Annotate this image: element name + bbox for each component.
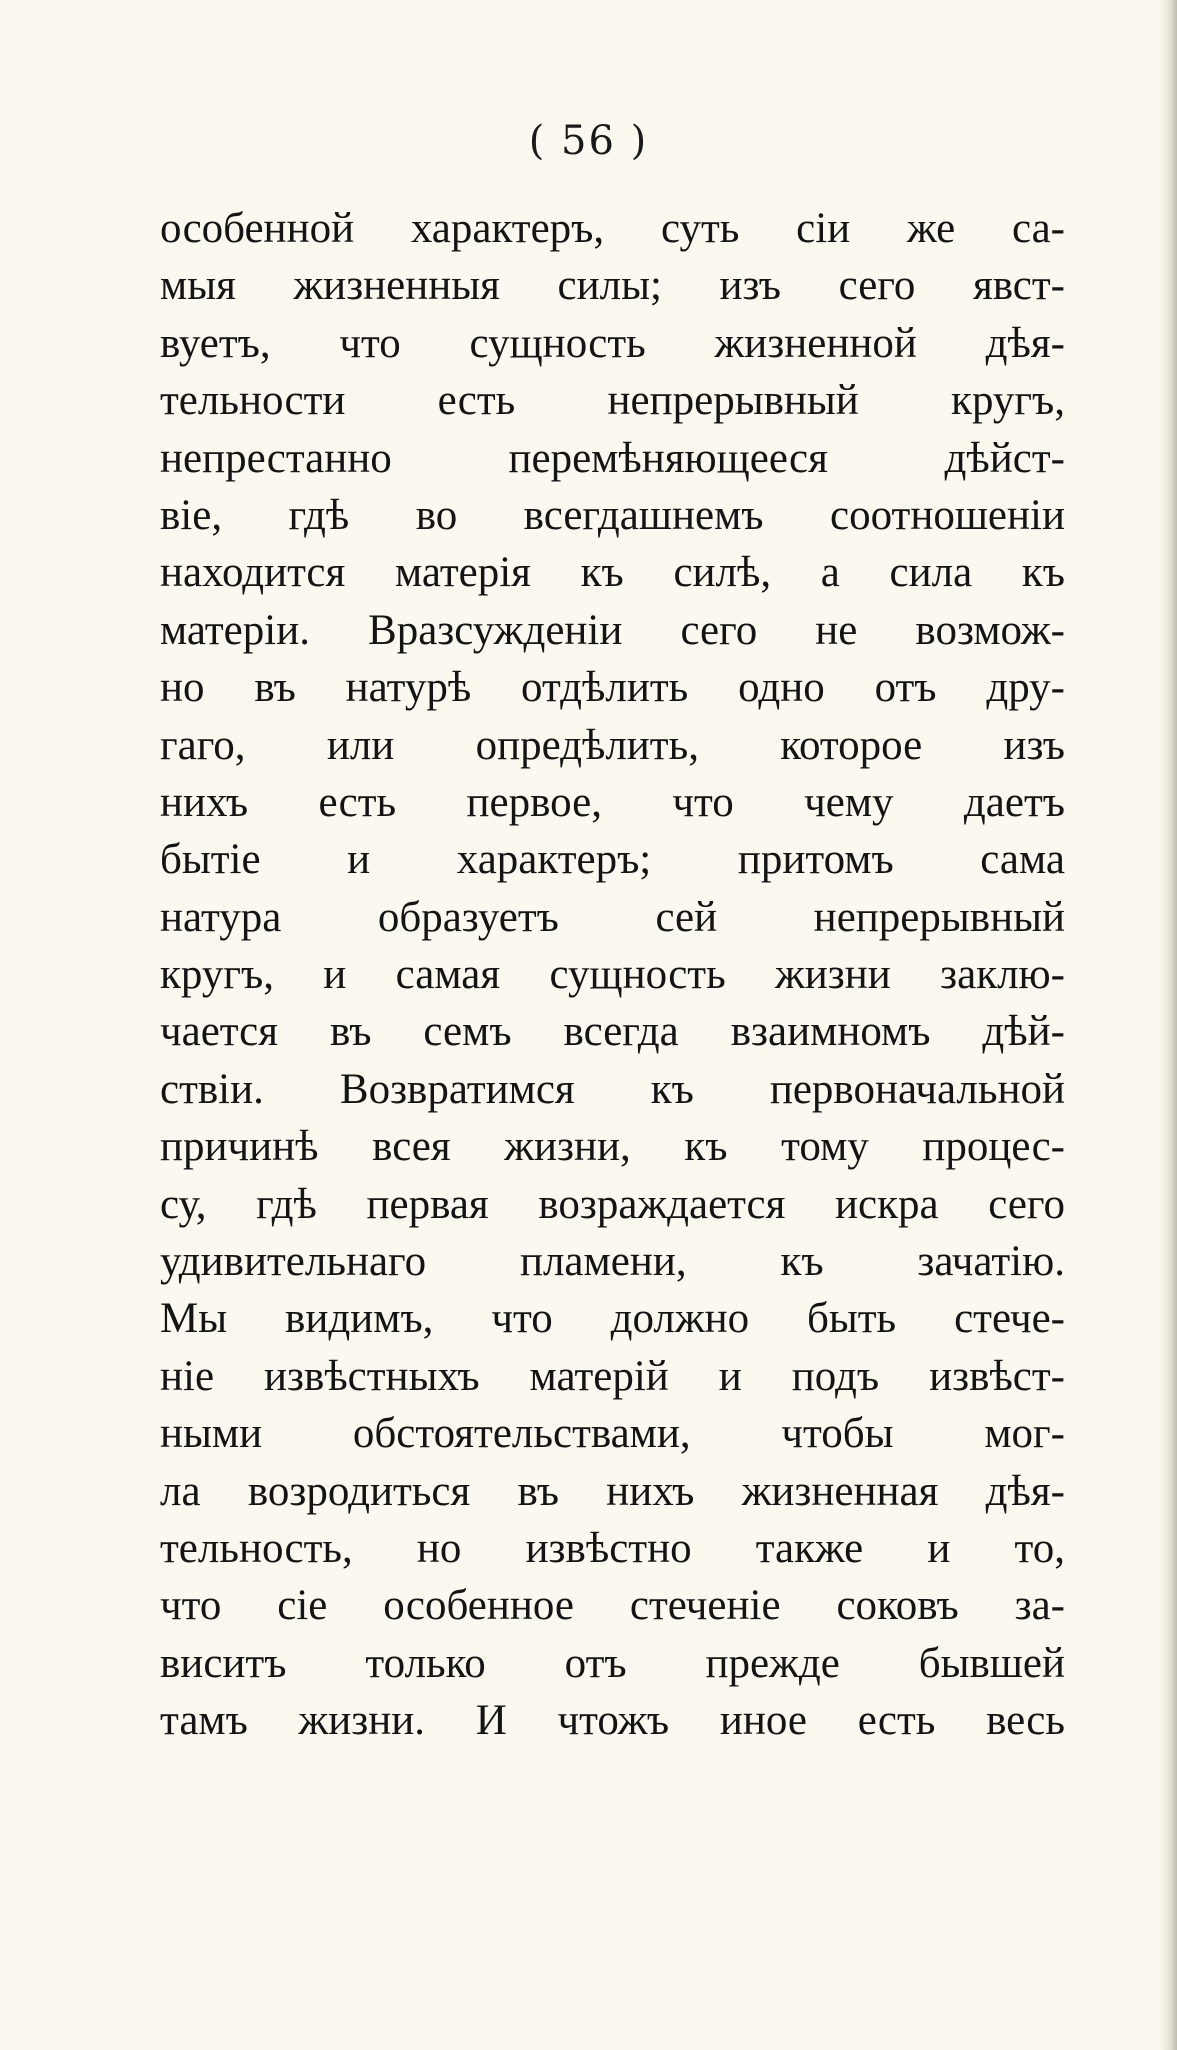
text-line: удивительнаго пламени, къ зачатію. — [160, 1238, 1065, 1286]
text-line: ла возродиться въ нихъ жизненная дѣя- — [160, 1467, 1065, 1515]
page-number: ( 56 ) — [528, 118, 649, 164]
text-line: чается въ семъ всегда взаимномъ дѣй- — [160, 1008, 1065, 1056]
body-text — [160, 200, 1065, 1750]
text-line: су, гдѣ первая возраждается искра сего — [160, 1180, 1065, 1228]
text-line: бытіе и характеръ; притомъ сама — [160, 836, 1065, 884]
text-line: гаго, или опредѣлить, которое изъ — [160, 721, 1065, 769]
text-line: ствіи. Возвратимся къ первоначальной — [160, 1065, 1065, 1113]
text-line: натура образуетъ сей непрерывный — [160, 893, 1065, 941]
text-line: ніе извѣстныхъ матерій и подъ извѣст- — [160, 1352, 1065, 1400]
text-line: виситъ только отъ прежде бывшей — [160, 1639, 1065, 1687]
text-line: ными обстоятельствами, чтобы мог- — [160, 1410, 1065, 1458]
text-line: мыя жизненныя силы; изъ сего явст- — [160, 262, 1065, 310]
text-line: непрестанно перемѣняющееся дѣйст- — [160, 434, 1065, 482]
text-line: тельности есть непрерывный кругъ, — [160, 377, 1065, 425]
text-line: тельность, но извѣстно также и то, — [160, 1524, 1065, 1572]
text-line: кругъ, и самая сущность жизни заклю- — [160, 951, 1065, 999]
text-line: особенной характеръ, суть сіи же са- — [160, 205, 1065, 252]
text-line: что сіе особенное стеченіе соковъ за- — [160, 1582, 1065, 1630]
text-line: нихъ есть первое, что чему даетъ — [160, 778, 1065, 826]
text-line: но въ натурѣ отдѣлить одно отъ дру- — [160, 664, 1065, 712]
text-line: причинѣ всея жизни, къ тому процес- — [160, 1123, 1065, 1171]
text-line: вуетъ, что сущность жизненной дѣя- — [160, 319, 1065, 367]
text-line: находится матерія къ силѣ, а сила къ — [160, 549, 1065, 597]
text-line: Мы видимъ, что должно быть стече- — [160, 1295, 1065, 1343]
text-line: віе, гдѣ во всегдашнемъ соотношеніи — [160, 491, 1065, 539]
text-line: тамъ жизни. И чтожъ иное есть весь — [160, 1697, 1065, 1745]
page-edge-shadow — [1159, 0, 1177, 2050]
text-line: матеріи. Вразсужденіи сего не возмож- — [160, 606, 1065, 654]
